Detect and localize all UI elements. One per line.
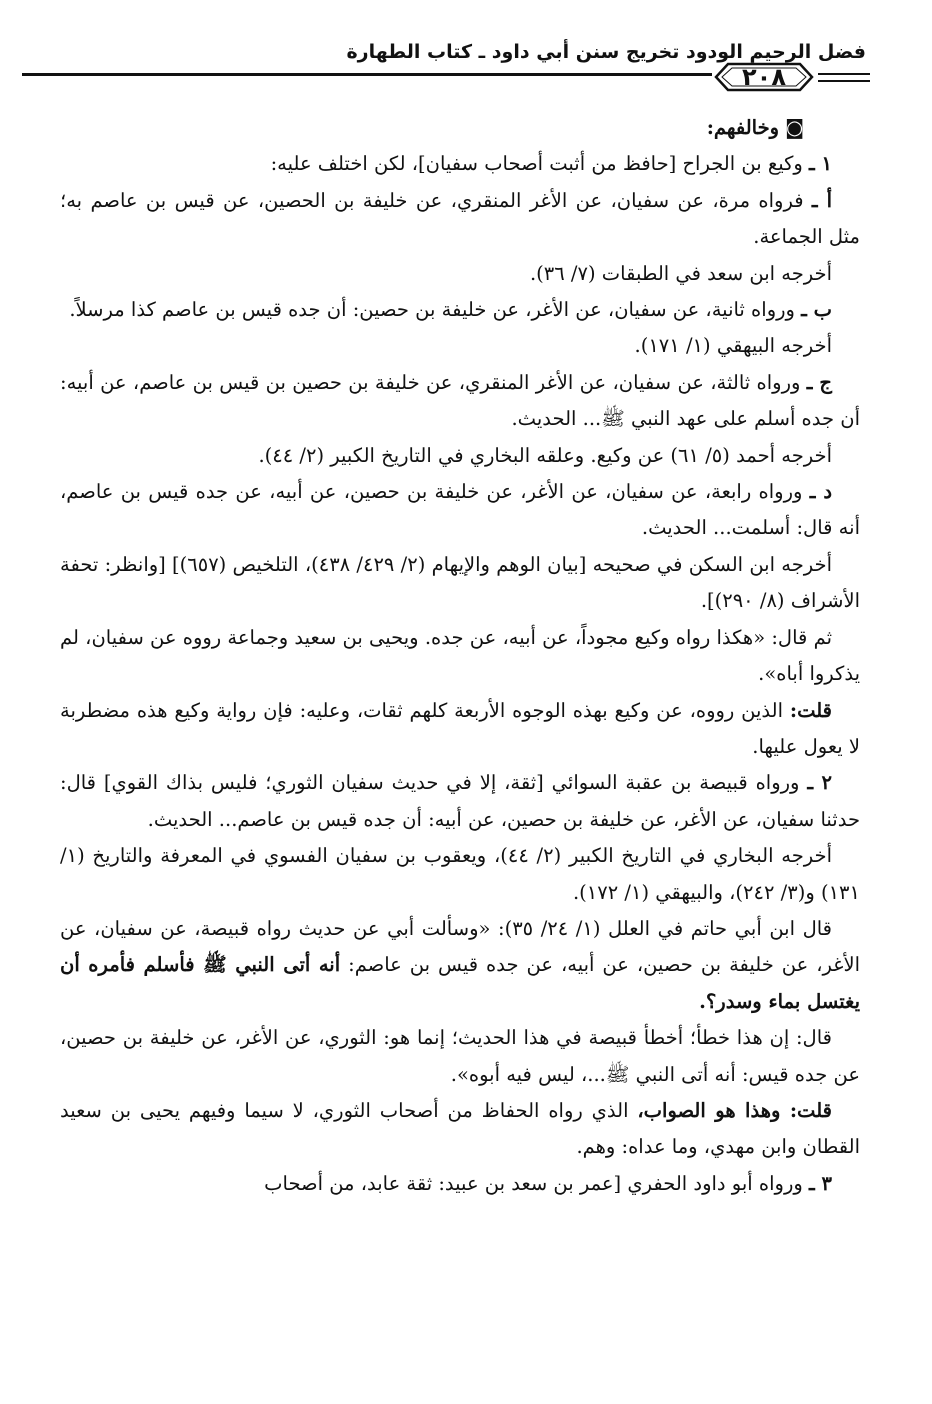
paragraph-text: وكيع بن الجراح [حافظ من أثبت أصحاب سفيان]، لكن اختلف عليه: [270, 152, 809, 176]
paragraph-c [60, 365, 860, 438]
paragraph-lead: ١ ـ [809, 152, 832, 176]
header-rule [22, 73, 712, 76]
paragraph-lead: ب ـ [801, 298, 832, 322]
paragraph-d [60, 474, 860, 547]
header-rule-right-bottom [818, 80, 870, 82]
paragraph-text: ورواه رابعة، عن سفيان، عن الأغر، عن خليفة بن حصين، عن أبيه، عن جده قيس بن عاصم، أنه قال: أسلمت... الحديث. [60, 480, 860, 540]
bullet-icon: ◙ [785, 116, 804, 139]
paragraph-label: وخالفهم: [706, 116, 780, 139]
paragraph-text: أخرجه البخاري في التاريخ الكبير (٢/ ٤٤)، ويعقوب بن سفيان الفسوي في المعرفة والتاريخ (١/ ١٣١) و(٣/ ٢٤٢)، والبيهقي (١/ ١٧٢). [60, 844, 860, 904]
paragraph-text: ثم قال: «هكذا رواه وكيع مجوداً، عن أبيه، عن جده. ويحيى بن سعيد وجماعة رووه عن سفيان، لم يذكروا أباه». [60, 625, 860, 686]
paragraph-text: الذين رووه، عن وكيع بهذه الوجوه الأربعة كلهم ثقات، وعليه: فإن رواية وكيع هذه مضطربة لا يعول عليها. [60, 698, 860, 758]
paragraph-takhrij-d [60, 547, 860, 620]
header-rule-right-top [818, 73, 870, 75]
paragraph-ilal-answer [60, 1020, 860, 1093]
paragraph-lead: قلت: [789, 698, 832, 722]
running-header-title: فضل الرحيم الودود تخريج سنن أبي داود ـ كتاب الطهارة [346, 41, 866, 63]
paragraph-lead: ج ـ [806, 370, 832, 394]
paragraph-takhrij-2 [60, 838, 860, 911]
paragraph-text: ورواه أبو داود الحفري [عمر بن سعد بن عبيد: ثقة عابد، من أصحاب [264, 1171, 809, 1195]
paragraph-text: ورواه ثانية، عن سفيان، عن الأغر، عن خليفة بن حصين: أن جده قيس بن عاصم كذا مرسلاً. [69, 298, 802, 322]
paragraph-lead: أ ـ [811, 188, 832, 212]
paragraph-lead: د ـ [809, 480, 833, 504]
paragraph-text: قال ابن أبي حاتم في العلل (١/ ٢٤/ ٣٥): «وسألت أبي عن حديث رواه قبيصة، عن سفيان، عن الأغر، عن خليفة بن حصين، عن أبيه، عن جده قيس بن عاصم: [60, 916, 860, 977]
paragraph-3 [60, 1166, 860, 1202]
paragraph-lead: قلت: وهذا هو الصواب، [637, 1098, 832, 1122]
paragraph-takhrij-c [60, 438, 860, 474]
paragraph-2 [60, 765, 860, 838]
paragraph-bold-tail: أنه أتى النبي ﷺ فأسلم فأمره أن يغتسل بماء وسدر؟. [60, 953, 860, 1013]
paragraph-text: الذي رواه الحفاظ من أصحاب الثوري، لا سيما وفيهم يحيى بن سعيد القطان وابن مهدي، وما عداه: وهم. [60, 1098, 860, 1159]
paragraph-text: قال: إن هذا خطأ؛ أخطأ قبيصة في هذا الحديث؛ إنما هو: الثوري، عن الأغر، عن خليفة بن حصين، عن جده قيس: أنه أتى النبي ﷺ...، ليس فيه أبوه». [60, 1026, 860, 1086]
paragraph-text: ورواه قبيصة بن عقبة السوائي [ثقة، إلا في حديث سفيان الثوري؛ فليس بذاك القوي] قال: حدثنا سفيان، عن الأغر، عن خليفة بن حصين، عن أبيه: أن جده قيس بن عاصم... الحديث. [60, 771, 860, 831]
paragraph-lead: ٢ ـ [807, 771, 832, 795]
paragraph-quote-ibn-sakan [60, 620, 860, 693]
paragraph-text: أخرجه البيهقي (١/ ١٧١). [634, 334, 832, 358]
paragraph-b [60, 292, 860, 328]
paragraph-qultu-1 [60, 693, 860, 766]
paragraph-text: أخرجه ابن سعد في الطبقات (٧/ ٣٦). [529, 261, 832, 285]
paragraph-ilal-quote [60, 911, 860, 1020]
paragraph-a [60, 183, 860, 256]
paragraph-1 [60, 146, 860, 182]
page-number: ٢٠٨ [742, 63, 786, 91]
paragraph-text: أخرجه ابن السكن في صحيحه [بيان الوهم والإيهام (٢/ ٤٢٩/ ٤٣٨)، التلخيص (٦٥٧)] [وانظر: تحفة الأشراف (٨/ ٢٩٠)]. [60, 552, 860, 613]
paragraph-text: أخرجه أحمد (٥/ ٦١) عن وكيع. وعلقه البخاري في التاريخ الكبير (٢/ ٤٤). [258, 443, 832, 467]
paragraph-takhrij-a [60, 256, 860, 292]
paragraph-lead: ٣ ـ [809, 1171, 832, 1195]
paragraph-text: فرواه مرة، عن سفيان، عن الأغر المنقري، عن خليفة بن الحصين، عن قيس بن عاصم به؛ مثل الجماعة. [60, 188, 860, 249]
paragraph-intro [60, 110, 860, 146]
paragraph-takhrij-b [60, 328, 860, 364]
paragraph-qultu-2 [60, 1093, 860, 1166]
paragraph-text: ورواه ثالثة، عن سفيان، عن الأغر المنقري، عن خليفة بن حصين بن قيس بن عاصم، عن أبيه: أن جده أسلم على عهد النبي ﷺ... الحديث. [60, 370, 860, 431]
body-text [60, 110, 860, 1202]
